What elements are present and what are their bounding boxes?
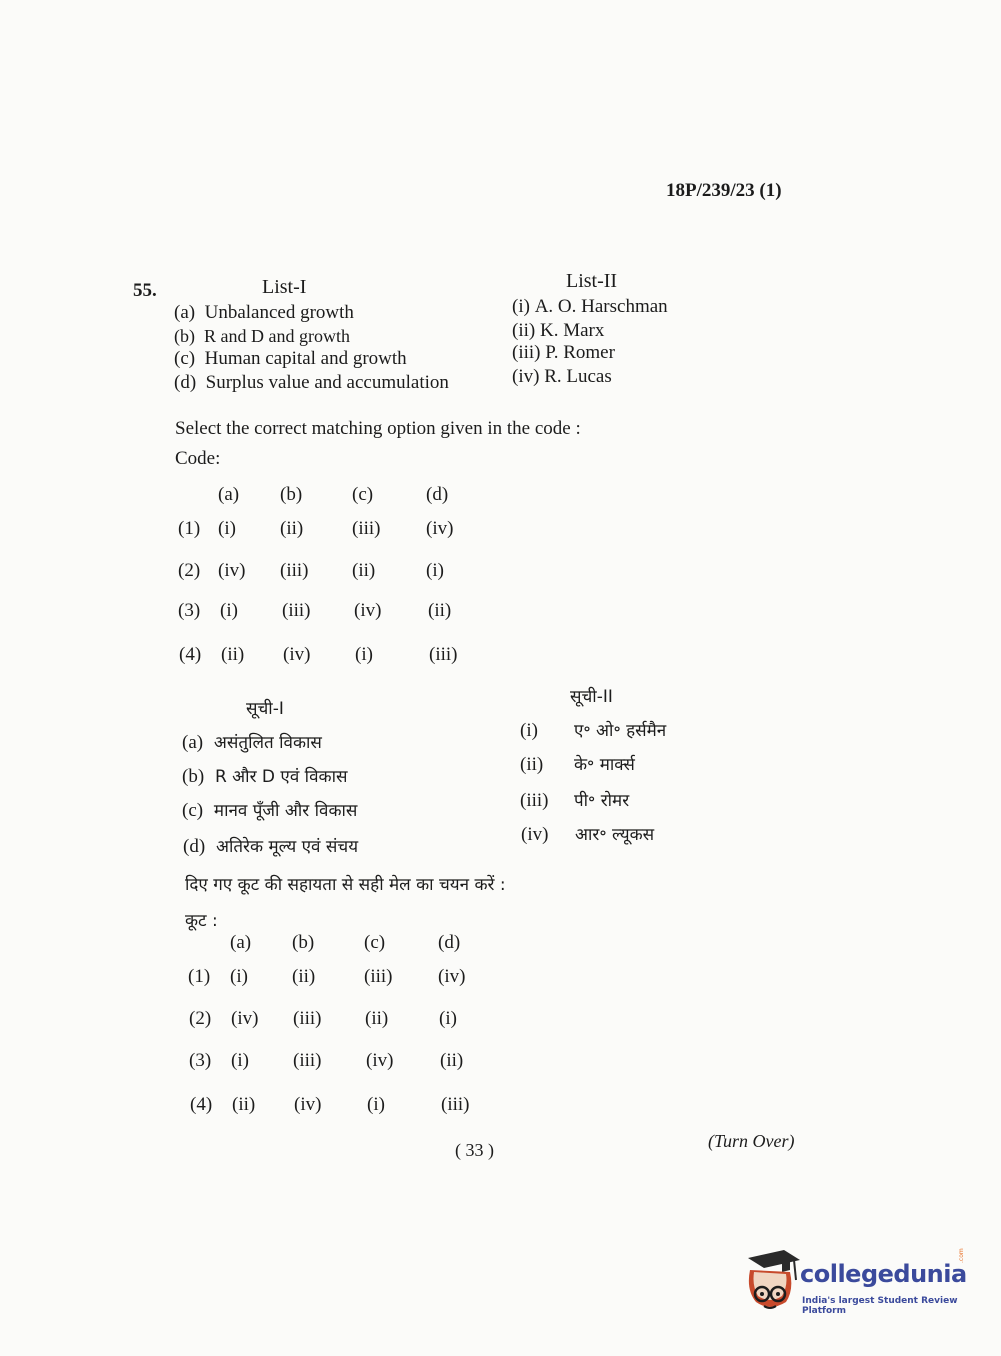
- option-cell: (iv): [283, 644, 311, 665]
- option-cell: (i): [218, 518, 236, 539]
- list2-item: (iv) R. Lucas: [512, 366, 612, 387]
- option-cell: (iii): [280, 560, 309, 581]
- option-cell: (i): [220, 600, 238, 621]
- code-label-english: Code:: [175, 448, 221, 469]
- list1-item: (a) Unbalanced growth: [174, 302, 354, 323]
- list1-item: (b) R and D and growth: [174, 326, 350, 346]
- collegedunia-watermark: [742, 1250, 972, 1320]
- option-number: (1): [178, 518, 201, 539]
- option-cell: (ii): [365, 1008, 389, 1029]
- option-cell: (ii): [292, 966, 316, 987]
- option-cell: (i): [426, 560, 444, 581]
- option-cell: (i): [355, 644, 373, 665]
- option-cell: (ii): [440, 1050, 464, 1071]
- option-cell: (iii): [429, 644, 458, 665]
- code-header-cell: (a): [230, 932, 252, 953]
- instruction-english: Select the correct matching option given in the code :: [175, 418, 581, 439]
- list2-title-hindi: सूची-II: [570, 687, 613, 707]
- option-cell: (ii): [428, 600, 452, 621]
- option-cell: (iv): [366, 1050, 394, 1071]
- list2-item-hindi: (iv) आर॰ ल्यूकस: [521, 824, 655, 845]
- code-header-cell: (b): [292, 932, 315, 953]
- list2-item: (iii) P. Romer: [512, 342, 615, 363]
- list1-title: List-I: [262, 276, 307, 298]
- option-cell: (iii): [441, 1094, 470, 1115]
- option-number: (3): [178, 600, 201, 621]
- option-number: (4): [190, 1094, 213, 1115]
- option-number: (1): [188, 966, 211, 987]
- option-cell: (iv): [438, 966, 466, 987]
- list2-item: (i) A. O. Harschman: [512, 296, 668, 317]
- option-number: (2): [189, 1008, 212, 1029]
- option-cell: (iv): [426, 518, 454, 539]
- option-cell: (iii): [293, 1008, 322, 1029]
- collegedunia-mascot-icon: [742, 1250, 802, 1318]
- option-cell: (i): [231, 1050, 249, 1071]
- option-cell: (iii): [282, 600, 311, 621]
- code-header-cell: (d): [438, 932, 461, 953]
- list1-item-hindi: (b) R और D एवं विकास: [182, 766, 348, 787]
- list2-item-hindi: (ii) के॰ मार्क्स: [520, 754, 635, 775]
- code-header-cell: (c): [364, 932, 386, 953]
- code-header-cell: (b): [280, 484, 303, 505]
- option-cell: (ii): [280, 518, 304, 539]
- option-number: (3): [189, 1050, 212, 1071]
- option-cell: (iv): [294, 1094, 322, 1115]
- collegedunia-tagline: India's largest Student Review Platform: [802, 1296, 958, 1316]
- option-cell: (ii): [352, 560, 376, 581]
- instruction-hindi: दिए गए कूट की सहायता से सही मेल का चयन करें :: [185, 875, 506, 895]
- list1-item-hindi: (c) मानव पूँजी और विकास: [182, 800, 358, 821]
- code-header-cell: (a): [218, 484, 240, 505]
- option-cell: (i): [367, 1094, 385, 1115]
- option-cell: (iii): [364, 966, 393, 987]
- collegedunia-logo-suffix: .com: [958, 1248, 965, 1263]
- option-cell: (iv): [354, 600, 382, 621]
- option-cell: (i): [230, 966, 248, 987]
- question-number: 55.: [133, 280, 157, 301]
- page-number: ( 33 ): [455, 1140, 494, 1160]
- option-cell: (iv): [218, 560, 246, 581]
- collegedunia-logo-text: collegedunia: [800, 1260, 967, 1288]
- option-cell: (i): [439, 1008, 457, 1029]
- option-cell: (iv): [231, 1008, 259, 1029]
- list2-item-hindi: (i) ए॰ ओ॰ हर्समैन: [520, 720, 667, 741]
- code-header-cell: (d): [426, 484, 449, 505]
- list1-item: (c) Human capital and growth: [174, 348, 407, 369]
- option-number: (4): [179, 644, 202, 665]
- option-cell: (ii): [232, 1094, 256, 1115]
- list1-title-hindi: सूची-I: [246, 699, 284, 719]
- list2-item: (ii) K. Marx: [512, 320, 605, 341]
- code-label-hindi: कूट :: [185, 911, 218, 931]
- list1-item: (d) Surplus value and accumulation: [174, 372, 449, 393]
- code-header-cell: (c): [352, 484, 374, 505]
- option-cell: (iii): [293, 1050, 322, 1071]
- list2-item-hindi: (iii) पी॰ रोमर: [520, 790, 630, 811]
- list2-title: List-II: [566, 270, 618, 292]
- turn-over-note: (Turn Over): [708, 1131, 795, 1151]
- option-cell: (ii): [221, 644, 245, 665]
- paper-code: 18P/239/23 (1): [666, 180, 782, 201]
- list1-item-hindi: (d) अतिरेक मूल्य एवं संचय: [183, 836, 359, 857]
- option-number: (2): [178, 560, 201, 581]
- option-cell: (iii): [352, 518, 381, 539]
- list1-item-hindi: (a) असंतुलित विकास: [182, 732, 322, 753]
